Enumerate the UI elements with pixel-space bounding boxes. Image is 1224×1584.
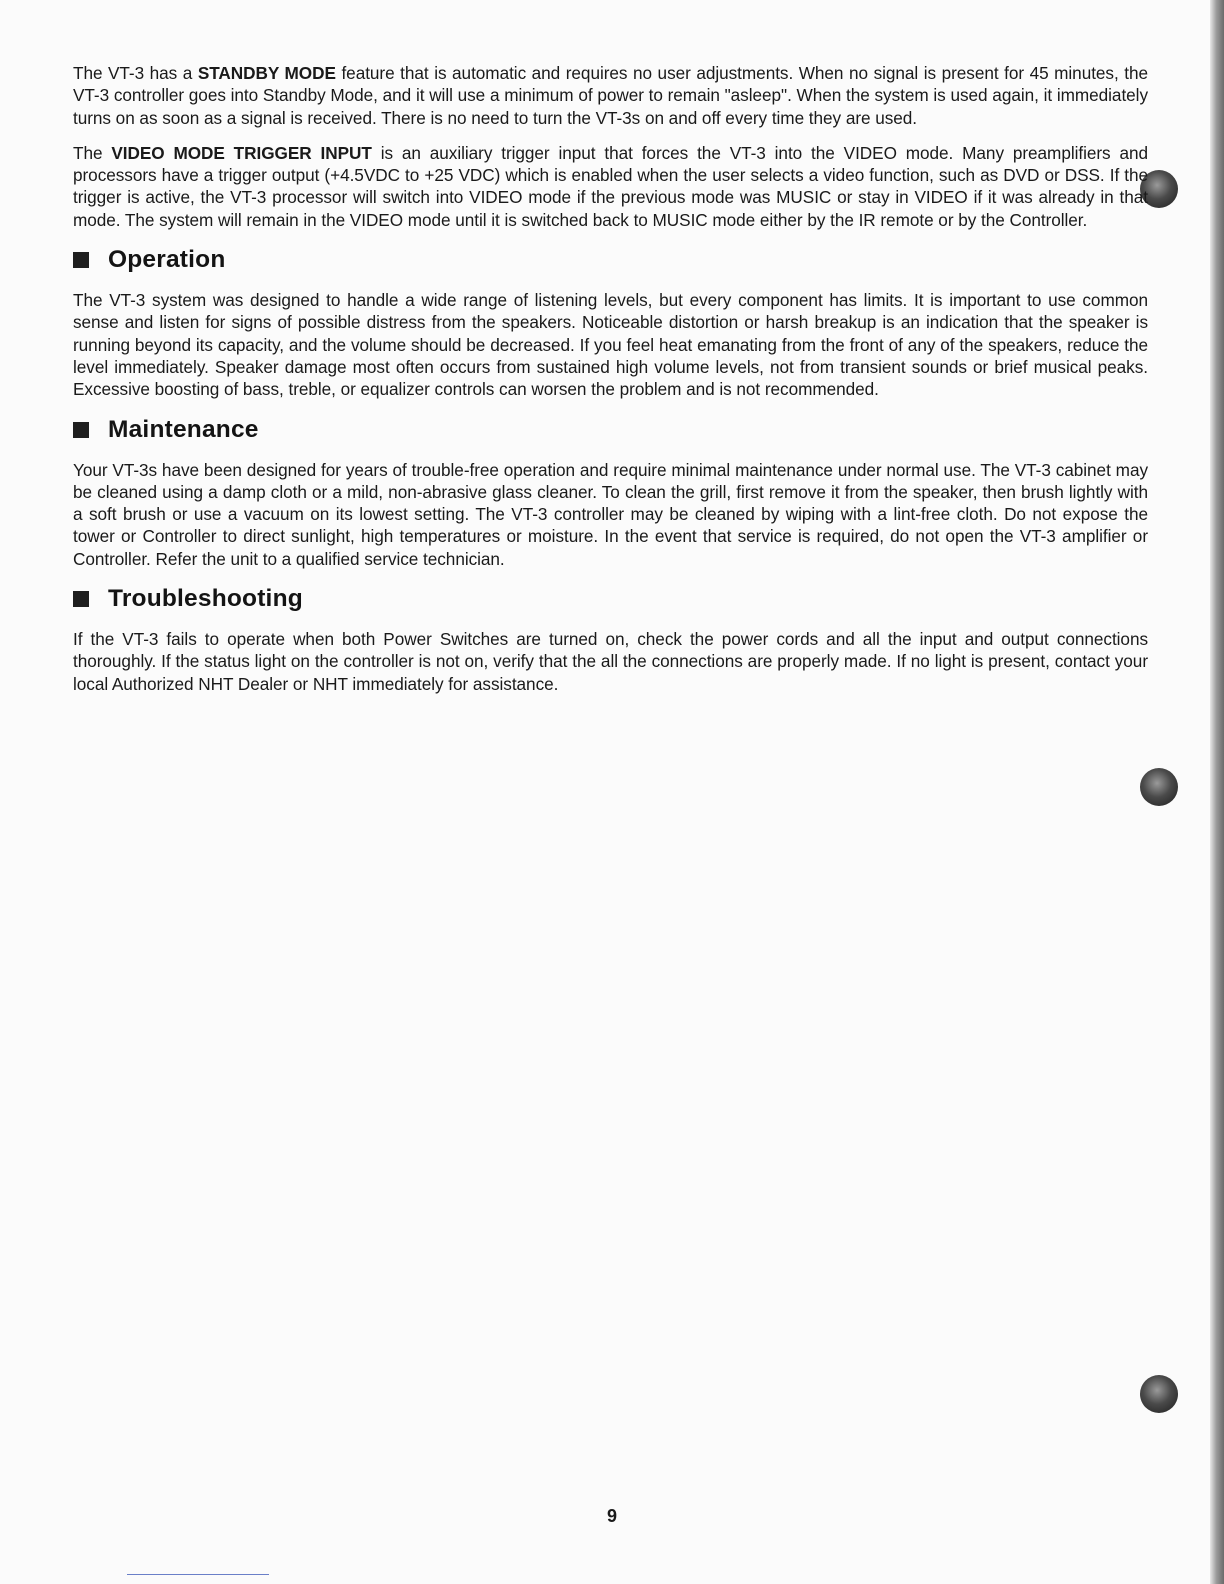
page-number: 9 bbox=[606, 1506, 617, 1526]
troubleshooting-heading bbox=[73, 584, 1148, 614]
operation-paragraph: The VT-3 system was designed to handle a wide range of listening levels, but every component has limits. It is important to use common sense and listen for signs of possible distress from the speakers. Noticeable distortion or harsh breakup is an indication that the speaker is running beyond its capacity, and the volume should be decreased. If you feel heat emanating from the front of any of the speakers, reduce the level immediately. Speaker damage most often occurs from sustained high volume levels, not from transient sounds or brief musical peaks. Excessive boosting of bass, treble, or equalizer controls can worsen the problem and is not recommended. bbox=[73, 290, 1148, 400]
operation-title: Operation bbox=[108, 246, 226, 274]
standby-mode-paragraph bbox=[73, 62, 1148, 129]
document-body bbox=[73, 62, 1148, 695]
troubleshooting-title: Troubleshooting bbox=[108, 585, 303, 613]
standby-text-start: The VT-3 has a bbox=[73, 63, 198, 83]
square-bullet-icon bbox=[73, 591, 89, 607]
footer-rule bbox=[127, 1574, 269, 1575]
maintenance-title: Maintenance bbox=[108, 415, 259, 443]
maintenance-heading bbox=[73, 415, 1148, 445]
binder-hole-middle bbox=[1140, 768, 1178, 806]
page-edge-shadow bbox=[1210, 0, 1224, 1584]
binder-hole-bottom bbox=[1140, 1375, 1178, 1413]
standby-text-rest: feature that is automatic and requires no user adjustments. When no signal is present for 45 minutes, the VT-3 controller goes into Standby Mode, and it will use a minimum of power to remain "asleep". When the system is used again, it immediately turns on as soon as a signal is received. There is no need to turn the VT-3s on and off every time they are used. bbox=[73, 63, 1148, 128]
trigger-text-rest: is an auxiliary trigger input that forces the VT-3 into the VIDEO mode. Many preamplifiers and processors have a trigger output (+4.5VDC to +25 VDC) which is enabled when the user selects a video function, such as DVD or DSS. If the trigger is active, the VT-3 processor will switch into VIDEO mode if the previous mode was MUSIC or stay in VIDEO if it was already in that mode. The system will remain in the VIDEO mode until it is switched back to MUSIC mode either by the IR remote or by the Controller. bbox=[73, 142, 1148, 230]
trigger-text-start: The bbox=[73, 142, 112, 163]
maintenance-paragraph: Your VT-3s have been designed for years of trouble-free operation and require minimal maintenance under normal use. The VT-3 cabinet may be cleaned using a damp cloth or a mild, non-abrasive glass cleaner. To clean the grill, first remove it from the speaker, then brush lightly with a soft brush or use a vacuum on its lowest setting. The VT-3 controller may be cleaned by wiping with a lint-free cloth. Do not expose the tower or Controller to direct sunlight, high temperatures or moisture. In the event that service is required, do not open the VT-3 amplifier or Controller. Refer the unit to a qualified service technician. bbox=[73, 459, 1148, 569]
video-mode-trigger-term: VIDEO MODE TRIGGER INPUT bbox=[111, 142, 372, 163]
standby-mode-term: STANDBY MODE bbox=[197, 63, 336, 83]
square-bullet-icon bbox=[73, 252, 89, 268]
square-bullet-icon bbox=[73, 422, 89, 438]
video-trigger-paragraph bbox=[73, 142, 1148, 231]
operation-heading bbox=[73, 245, 1148, 275]
troubleshooting-paragraph: If the VT-3 fails to operate when both Power Switches are turned on, check the power cords and all the input and output connections thoroughly. If the status light on the controller is not on, verify that the all the connections are properly made. If no light is present, contact your local Authorized NHT Dealer or NHT immediately for assistance. bbox=[73, 629, 1148, 694]
